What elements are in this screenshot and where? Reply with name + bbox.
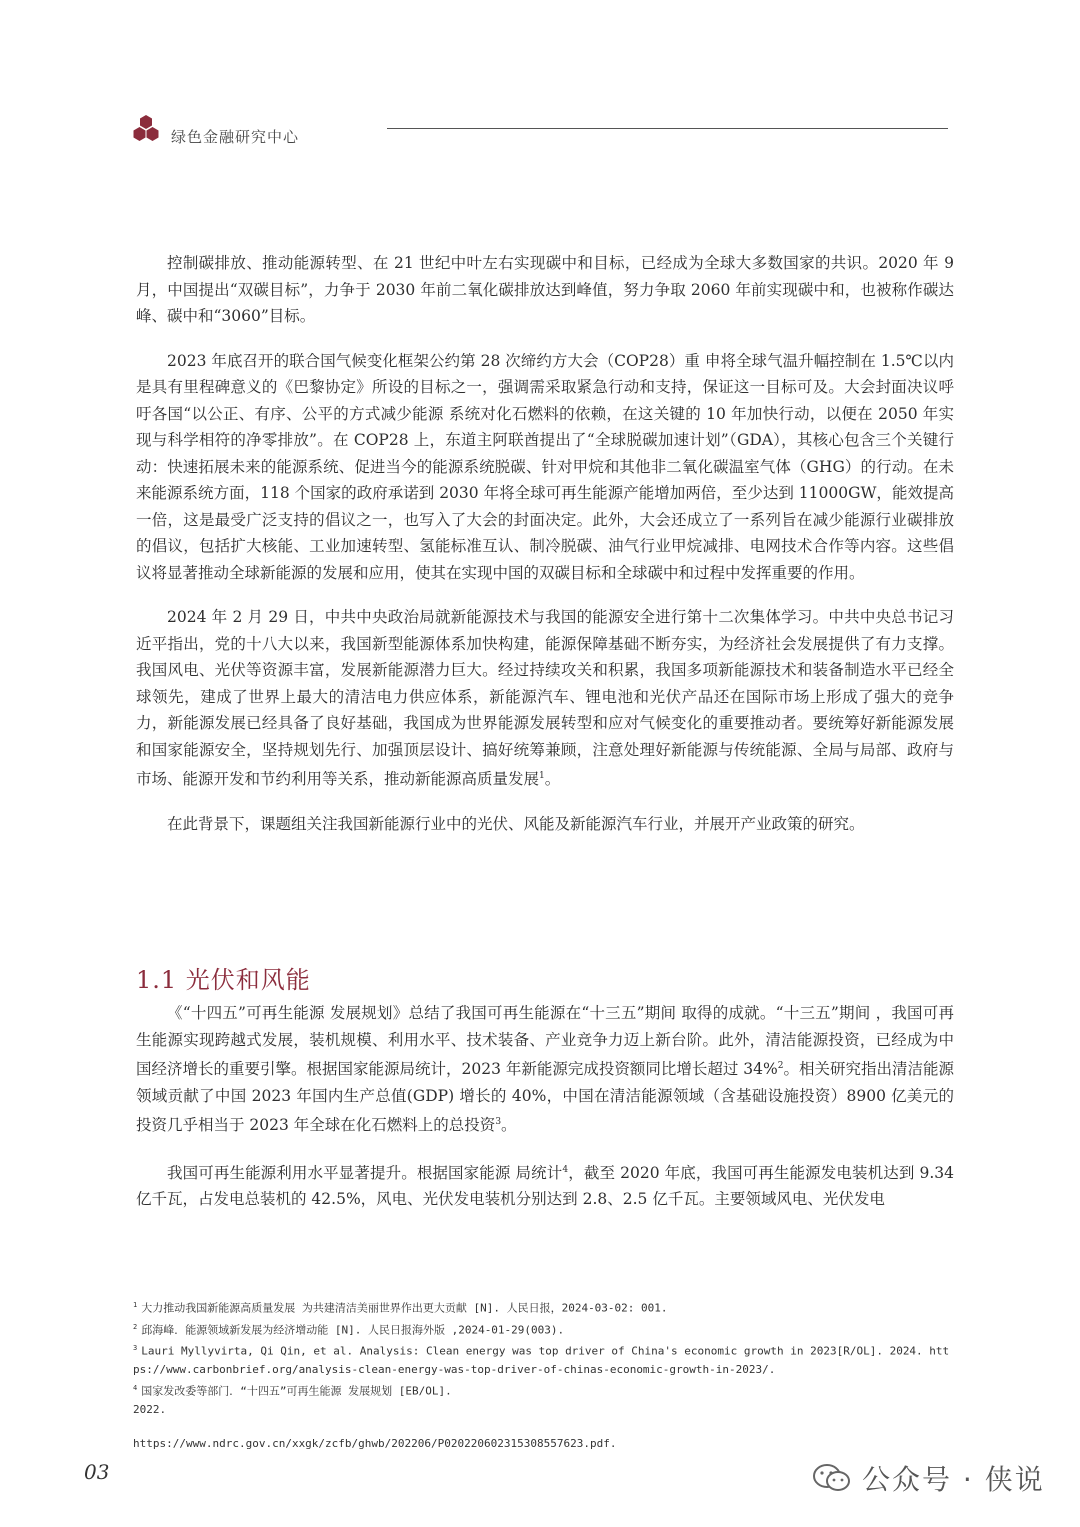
footnote-text: 邱海峰．能源领域新发展为经济增动能 [N]. 人民日报海外版 ,2024-01-29(003). xyxy=(141,1323,565,1337)
paragraph: 2024 年 2 月 29 日，中共中央政治局就新能源技术与我国的能源安全进行第十二次集体学习。中共中央总书记习近平指出，党的十八大以来，我国新型能源体系加快构建，能源保障基础不断夯实，为经济社会发展提供了有力支撑。我国风电、光伏等资源丰富，发展新能源潜力巨大。经过持续攻关和积累，我国多项新能源技术和装备制造水平已经全球领先，建成了世界上最大的清洁电力供应体系，新能源汽车、锂电池和光伏产品还在国际市场上形成了强大的竞争力，新能源发展已经具备了良好基础，我国成为世界能源发展转型和应对气候变化的重要推动者。要统筹好新能源发展和国家能源安全，坚持规划先行、加强顶层设计、搞好统筹兼顾，注意处理好新能源与传统能源、全局与局部、政府与市场、能源开发和节约利用等关系，推动新能源高质量发展$^1$。 xyxy=(136,608,954,789)
footnote-ref: 2 xyxy=(777,1061,784,1071)
page-number: 03 xyxy=(84,1460,110,1484)
org-name: 绿色金融研究中心 xyxy=(171,128,300,146)
paragraph xyxy=(136,1157,954,1213)
paragraph-text: 《“十四五”可再生能源 发展规划》总结了我国可再生能源在“十三五”期间 取得的成就。“十三五”期间 ，我国可再生能源实现跨越式发展，装机规模、利用水平、技术装备、产业竞争力迈上新台阶。此外，清洁能源投资，已经成为中国经济增长的重要引擎。根据国家能源局统计，2023 年新能源完成投资额同比增长超过 34% xyxy=(136,1004,954,1079)
footnote xyxy=(133,1379,953,1401)
intro-text xyxy=(136,250,954,855)
watermark xyxy=(812,1458,1045,1498)
page-header xyxy=(133,114,948,148)
footnote-ref: 3 xyxy=(495,1117,502,1128)
paragraph: 在此背景下，课题组关注我国新能源行业中的光伏、风能及新能源汽车行业，并展开产业政策的研究。 xyxy=(167,814,865,833)
footnote-text: Lauri Myllyvirta, Qi Qin, et al. Analysis: Clean energy was top driver of China's economic growth in 2023[R/OL]. 2024. https://www.carbonbrief.org/analysis-clean-energy-was-top-driver-of-chinas-economic-growth-in-2023/. xyxy=(133,1344,950,1376)
paragraph-text: 我国可再生能源利用水平显著提升。根据国家能源 局统计 xyxy=(167,1163,563,1182)
paragraph-text: 。 xyxy=(501,1116,517,1135)
footnote-number: 4 xyxy=(133,1383,138,1392)
header-rule xyxy=(387,128,948,129)
footnote xyxy=(133,1296,953,1318)
footnote-ref: 1 xyxy=(539,771,545,781)
paragraph-text: 。相关研究指出清洁能源领域贡献了中国 2023 年国内生产总值(GDP) 增长的 40%，中国在清洁能源领域（含基础设施投资）8900 亿美元的投资几乎相当于 2023 年全球在化石燃料上的总投资 xyxy=(136,1060,955,1135)
footnote-number: 3 xyxy=(133,1344,138,1353)
footnote xyxy=(133,1339,953,1379)
watermark-text: 公众号 · 侠说 xyxy=(862,1463,1045,1496)
wechat-icon xyxy=(812,1463,852,1493)
footnote-year: 2022. xyxy=(133,1402,167,1416)
paragraph-text: 2024 年 2 月 29 日，中共中央政治局就新能源技术与我国的能源安全进行第十二次集体学习。中共中央总书记习近平指出，党的十八大以来，我国新型能源体系加快构建，能源保障基础不断夯实，为经济社会发展提供了有力支撑。我国风电、光伏等资源丰富，发展新能源潜力巨大。经过持续攻关和积累，我国多项新能源技术和装备制造水平已经全球领先，建成了世界上最大的清洁电力供应体系，新能源汽车、锂电池和光伏产品还在国际市场上形成了强大的竞争力，新能源发展已经具备了良好基础，我国成为世界能源发展转型和应对气候变化的重要推动者。要统筹好新能源发展和国家能源安全，坚持规划先行、加强顶层设计、搞好统筹兼顾，注意处理好新能源与传统能源、全局与局部、政府与市场、能源开发和节约利用等关系，推动新能源高质量发展 xyxy=(136,608,954,789)
paragraph: 控制碳排放、推动能源转型、在 21 世纪中叶左右实现碳中和目标，已经成为全球大多数国家的共识。2020 年 9 月，中国提出“双碳目标”，力争于 2030 年前二氧化碳排放达到峰值，努力争取 2060 年前实现碳中和，也被称作碳达峰、碳中和“3060”目标。 xyxy=(136,254,954,325)
footnote-number: 1 xyxy=(133,1301,138,1309)
paragraph xyxy=(136,1000,954,1139)
footnote-url[interactable]: https://www.ndrc.gov.cn/xxgk/zcfb/ghwb/202206/P020220602315308557623.pdf. xyxy=(133,1436,617,1450)
footnote-text: 国家发改委等部门．“十四五”可再生能源 发展规划 [EB/OL]. xyxy=(141,1384,452,1398)
paragraph: 2023 年底召开的联合国气候变化框架公约第 28 次缔约方大会（COP28）重 申将全球气温升幅控制在 1.5℃以内是具有里程碑意义的《巴黎协定》所设的目标之一，强调需采取紧急行动和支持，保证这一目标可及。大会封面决议呼吁各国“以公正、有序、公平的方式减少能源 系统对化石燃料的依赖，在这关键的 10 年加快行动，以便在 2050 年实现与科学相符的净零排放”。在 COP28 上，东道主阿联酋提出了“全球脱碳加速计划”（GDA），其核心包含三个关键行动：快速拓展未来的能源系统、促进当今的能源系统脱碳、针对甲烷和其他非二氧化碳温室气体（GHG）的行动。在未来能源系统方面，118 个国家的政府承诺到 2030 年将全球可再生能源产能增加两倍，至少达到 11000GW，能效提高一倍，这是最受广泛支持的倡议之一，也写入了大会的封面决定。此外，大会还成立了一系列旨在减少能源行业碳排放的倡议，包括扩大核能、工业加速转型、氢能标准互认、制冷脱碳、油气行业甲烷减排、电网技术合作等内容。这些倡议将显著推动全球新能源的发展和应用，使其在实现中国的双碳目标和全球碳中和过程中发挥重要的作用。 xyxy=(136,351,954,582)
section-text xyxy=(136,1000,954,1231)
footnote-number: 2 xyxy=(133,1322,138,1331)
footnote xyxy=(133,1318,953,1340)
paragraph-text: ，截至 2020 年底，我国可再生能源发电装机达到 9.34 亿千瓦，占发电总装机的 42.5%，风电、光伏发电装机分别达到 2.8、2.5 亿千瓦。主要领域风电、光伏发电 xyxy=(136,1163,954,1209)
hexagon-cluster-icon xyxy=(133,114,159,146)
footnote-text: 大力推动我国新能源高质量发展 为共建清洁美丽世界作出更大贡献 [N]. 人民日报，2024-03-02: 001. xyxy=(141,1301,668,1315)
footnote-ref: 4 xyxy=(562,1164,569,1175)
footnotes xyxy=(133,1296,953,1453)
section-title: 1.1 光伏和风能 xyxy=(136,966,311,994)
